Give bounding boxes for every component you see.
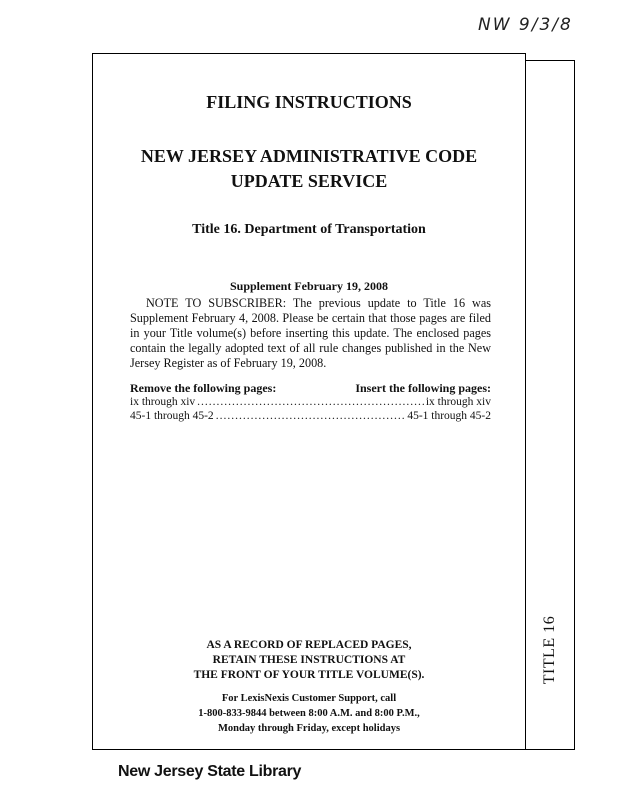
code-title-line2: UPDATE SERVICE bbox=[230, 171, 388, 191]
page-heading: FILING INSTRUCTIONS bbox=[206, 92, 412, 112]
support-notice bbox=[92, 691, 526, 736]
dot-leader bbox=[197, 395, 424, 409]
support-line: Monday through Friday, except holidays bbox=[217, 723, 401, 734]
dot-leader bbox=[216, 409, 406, 423]
record-line: RETAIN THESE INSTRUCTIONS AT bbox=[212, 654, 406, 666]
subscriber-note-text: NOTE TO SUBSCRIBER: The previous update to Title 16 was Supplement February 4, 2008. Please be certain that those pages are filed in your Title volume(s) before inserting this update. The enclosed pages contain the legally adopted text of all rule changes published in the New Jersey Register as of February 19, 2008. bbox=[130, 296, 491, 370]
insert-pages: 45-1 through 45-2 bbox=[407, 410, 491, 422]
remove-header: Remove the following pages: bbox=[130, 381, 277, 395]
title-line: Title 16. Department of Transportation bbox=[192, 222, 426, 237]
supplement-date: Supplement February 19, 2008 bbox=[229, 279, 388, 293]
record-notice bbox=[92, 638, 526, 683]
record-line: AS A RECORD OF REPLACED PAGES, bbox=[206, 639, 412, 651]
code-title-line1: NEW JERSEY ADMINISTRATIVE CODE bbox=[140, 146, 478, 166]
page-list bbox=[130, 381, 491, 423]
remove-pages: ix through xiv bbox=[130, 396, 196, 408]
subscriber-note bbox=[130, 296, 491, 371]
insert-pages: ix through xiv bbox=[425, 396, 491, 408]
support-line: For LexisNexis Customer Support, call bbox=[221, 693, 397, 704]
record-line: THE FRONT OF YOUR TITLE VOLUME(S). bbox=[193, 669, 425, 681]
title-tab-label: TITLE 16 bbox=[541, 615, 559, 685]
page-row bbox=[130, 409, 491, 423]
page-list-header bbox=[130, 381, 491, 395]
remove-pages: 45-1 through 45-2 bbox=[130, 410, 214, 422]
support-line: 1-800-833-9844 between 8:00 A.M. and 8:00 P.M., bbox=[198, 708, 420, 719]
page-row bbox=[130, 395, 491, 409]
handwritten-note: NW 9/3/8 bbox=[478, 15, 573, 35]
library-stamp: New Jersey State Library bbox=[118, 763, 302, 780]
insert-header: Insert the following pages: bbox=[355, 381, 491, 395]
title-tab bbox=[533, 600, 567, 700]
bottom-rule bbox=[92, 749, 575, 750]
